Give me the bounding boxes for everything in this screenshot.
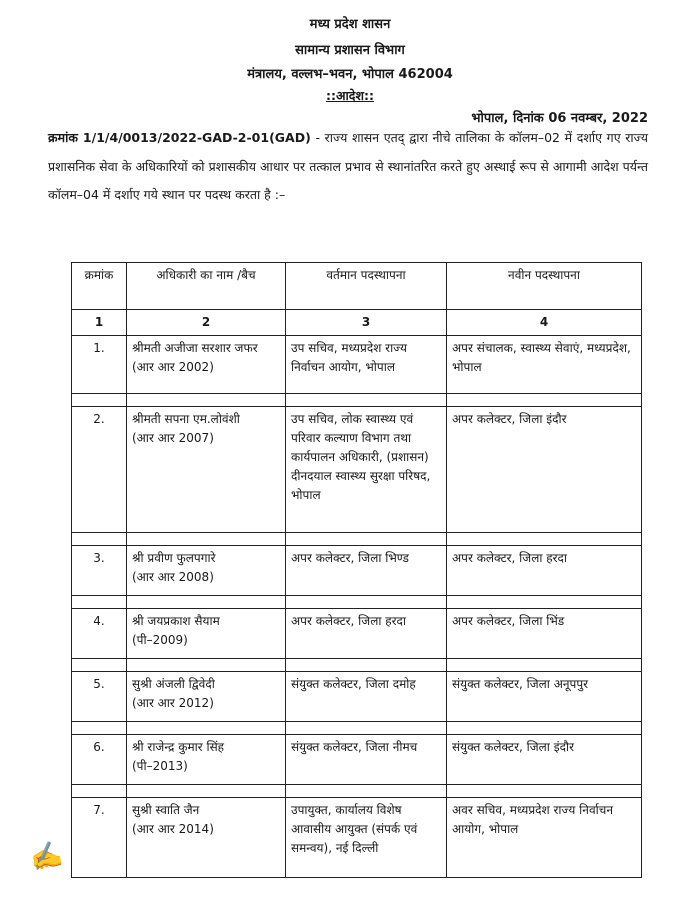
row-spacer [72,785,642,798]
spacer-cell [286,659,447,672]
table-row [72,336,642,394]
spacer-cell [286,596,447,609]
spacer-cell [127,659,286,672]
spacer-cell [447,394,642,407]
row-officer [127,798,286,878]
table-row [72,609,642,659]
row-spacer [72,533,642,546]
row-serial: 6. [72,735,127,785]
transfer-table [71,262,642,878]
spacer-cell [72,394,127,407]
officer-name: श्री जयप्रकाश सैयाम [132,614,220,628]
officer-batch: (पी–2009) [132,633,188,647]
row-new-posting: संयुक्त कलेक्टर, जिला इंदौर [447,735,642,785]
row-new-posting: संयुक्त कलेक्टर, जिला अनूपपुर [447,672,642,722]
row-new-posting: अपर कलेक्टर, जिला भिंड [447,609,642,659]
spacer-cell [286,722,447,735]
row-spacer [72,722,642,735]
order-date: भोपाल, दिनांक 06 नवम्बर, 2022 [471,111,648,126]
row-officer [127,336,286,394]
row-current-posting: अपर कलेक्टर, जिला भिण्ड [286,546,447,596]
officer-batch: (आर आर 2007) [132,431,214,445]
officer-name: श्रीमती अजीजा सरशार जफर [132,341,258,355]
spacer-cell [72,722,127,735]
spacer-cell [127,596,286,609]
row-officer [127,609,286,659]
row-new-posting: अवर सचिव, मध्यप्रदेश राज्य निर्वाचन आयोग, भोपाल [447,798,642,878]
row-current-posting: उप सचिव, लोक स्वास्थ्य एवं परिवार कल्याण विभाग तथा कार्यपालन अधिकारी, (प्रशासन) दीनदयाल स्वास्थ्य सुरक्षा परिषद, भोपाल [286,407,447,533]
col-number: 2 [127,310,286,336]
col-header-name: अधिकारी का नाम /बैच [127,263,286,310]
spacer-cell [72,596,127,609]
officer-batch: (आर आर 2012) [132,696,214,710]
table-row [72,735,642,785]
spacer-cell [447,533,642,546]
spacer-cell [447,596,642,609]
officer-batch: (आर आर 2008) [132,570,214,584]
row-spacer [72,596,642,609]
govt-name: मध्य प्रदेश शासन [309,17,391,32]
row-new-posting: अपर संचालक, स्वास्थ्य सेवाएं, मध्यप्रदेश, भोपाल [447,336,642,394]
office-address: मंत्रालय, वल्लभ–भवन, भोपाल 462004 [247,67,453,82]
officer-name: श्रीमती सपना एम.लोवंशी [132,412,240,426]
col-header-new: नवीन पदस्थापना [447,263,642,310]
department-name: सामान्य प्रशासन विभाग [295,43,405,58]
signature-mark: ✍ [27,838,66,876]
order-heading: ::आदेश:: [326,88,374,103]
col-header-serial: क्रमांक [72,263,127,310]
row-officer [127,546,286,596]
officer-batch: (पी–2013) [132,759,188,773]
row-serial: 3. [72,546,127,596]
row-officer [127,735,286,785]
spacer-cell [72,785,127,798]
officer-name: सुश्री अंजली द्विवेदी [132,677,215,691]
spacer-cell [447,659,642,672]
row-current-posting: उप सचिव, मध्यप्रदेश राज्य निर्वाचन आयोग, भोपाल [286,336,447,394]
row-current-posting: उपायुक्त, कार्यालय विशेष आवासीय आयुक्त (संपर्क एवं समन्वय), नई दिल्ली [286,798,447,878]
row-serial: 7. [72,798,127,878]
spacer-cell [286,785,447,798]
order-intro [48,124,648,210]
spacer-cell [127,533,286,546]
spacer-cell [127,785,286,798]
col-number: 4 [447,310,642,336]
row-serial: 1. [72,336,127,394]
row-current-posting: संयुक्त कलेक्टर, जिला नीमच [286,735,447,785]
column-number-row [72,310,642,336]
spacer-cell [127,722,286,735]
row-spacer [72,394,642,407]
row-serial: 5. [72,672,127,722]
row-officer [127,672,286,722]
table-row [72,672,642,722]
officer-batch: (आर आर 2002) [132,360,214,374]
row-current-posting: संयुक्त कलेक्टर, जिला दमोह [286,672,447,722]
officer-name: सुश्री स्वाति जैन [132,803,200,817]
table-header-row [72,263,642,310]
row-new-posting: अपर कलेक्टर, जिला इंदौर [447,407,642,533]
spacer-cell [72,533,127,546]
col-header-current: वर्तमान पदस्थापना [286,263,447,310]
spacer-cell [286,394,447,407]
officer-name: श्री प्रवीण फुलपगारे [132,551,216,565]
row-serial: 4. [72,609,127,659]
row-serial: 2. [72,407,127,533]
order-text: - राज्य शासन एतद् द्वारा नीचे तालिका के कॉलम–02 में दर्शाए गए राज्य प्रशासनिक सेवा के अधिकारियों को प्रशासकीय आधार पर तत्काल प्रभाव से स्थानांतरित करते हुए अस्थाई रूप से आगामी आदेश पर्यन्त कॉलम–04 में दर्शाए गये स्थान पर पदस्थ करता है :– [48,130,648,202]
officer-batch: (आर आर 2014) [132,822,214,836]
table-row [72,407,642,533]
table-row [72,798,642,878]
row-current-posting: अपर कलेक्टर, जिला हरदा [286,609,447,659]
col-number: 1 [72,310,127,336]
spacer-cell [286,533,447,546]
table-row [72,546,642,596]
spacer-cell [127,394,286,407]
order-reference: क्रमांक 1/1/4/0013/2022-GAD-2-01(GAD) [48,130,311,145]
officer-name: श्री राजेन्द्र कुमार सिंह [132,740,225,754]
spacer-cell [447,785,642,798]
row-spacer [72,659,642,672]
row-new-posting: अपर कलेक्टर, जिला हरदा [447,546,642,596]
col-number: 3 [286,310,447,336]
spacer-cell [447,722,642,735]
row-officer [127,407,286,533]
spacer-cell [72,659,127,672]
